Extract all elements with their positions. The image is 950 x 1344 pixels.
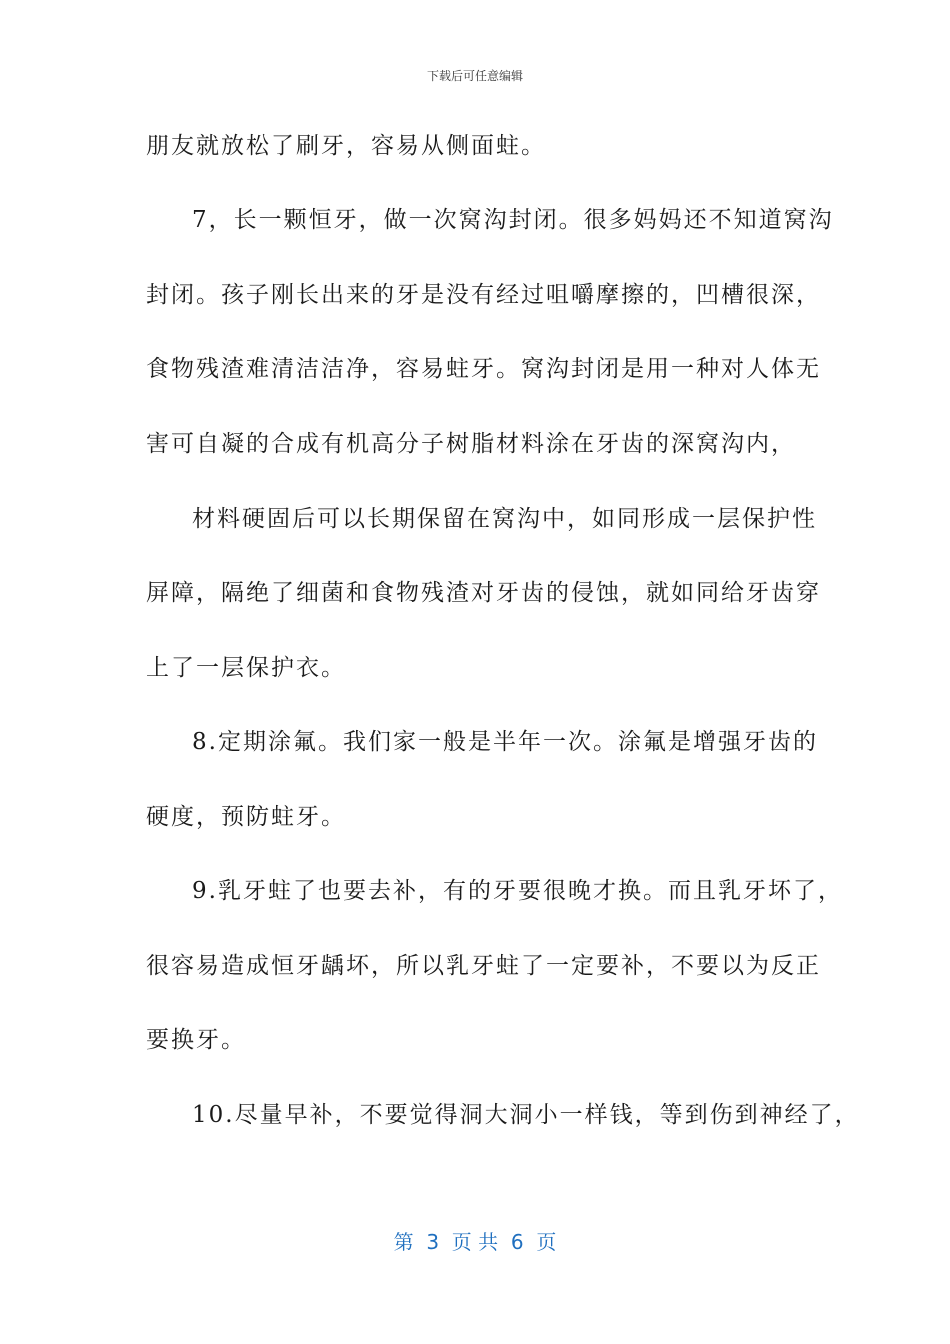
paragraph-line: 9.乳牙蛀了也要去补，有的牙要很晚才换。而且乳牙坏了， (192, 878, 843, 904)
paragraph-line: 很容易造成恒牙龋坏，所以乳牙蛀了一定要补，不要以为反正 (146, 953, 821, 979)
paragraph-line: 材料硬固后可以长期保留在窝沟中，如同形成一层保护性 (192, 506, 817, 532)
paragraph-line: 硬度，预防蛀牙。 (146, 804, 346, 830)
paragraph-line: 上了一层保护衣。 (146, 655, 346, 681)
paragraph-line: 10.尽量早补，不要觉得洞大洞小一样钱，等到伤到神经了， (192, 1102, 860, 1128)
paragraph-line: 朋友就放松了刷牙，容易从侧面蛀。 (146, 133, 546, 159)
paragraph-line: 害可自凝的合成有机高分子树脂材料涂在牙齿的深窝沟内， (146, 431, 796, 457)
page-number-footer: 第 3 页 共 6 页 (393, 1230, 557, 1254)
page-header: 下载后可任意编辑 (426, 69, 523, 83)
paragraph-line: 屏障，隔绝了细菌和食物残渣对牙齿的侵蚀，就如同给牙齿穿 (146, 580, 821, 606)
paragraph-line: 封闭。孩子刚长出来的牙是没有经过咀嚼摩擦的，凹槽很深， (146, 282, 821, 308)
paragraph-line: 8.定期涂氟。我们家一般是半年一次。涂氟是增强牙齿的 (192, 729, 818, 755)
paragraph-line: 7，长一颗恒牙，做一次窝沟封闭。很多妈妈还不知道窝沟 (192, 207, 834, 233)
paragraph-line: 食物残渣难清洁洁净，容易蛀牙。窝沟封闭是用一种对人体无 (146, 356, 821, 382)
paragraph-line: 要换牙。 (146, 1027, 246, 1053)
